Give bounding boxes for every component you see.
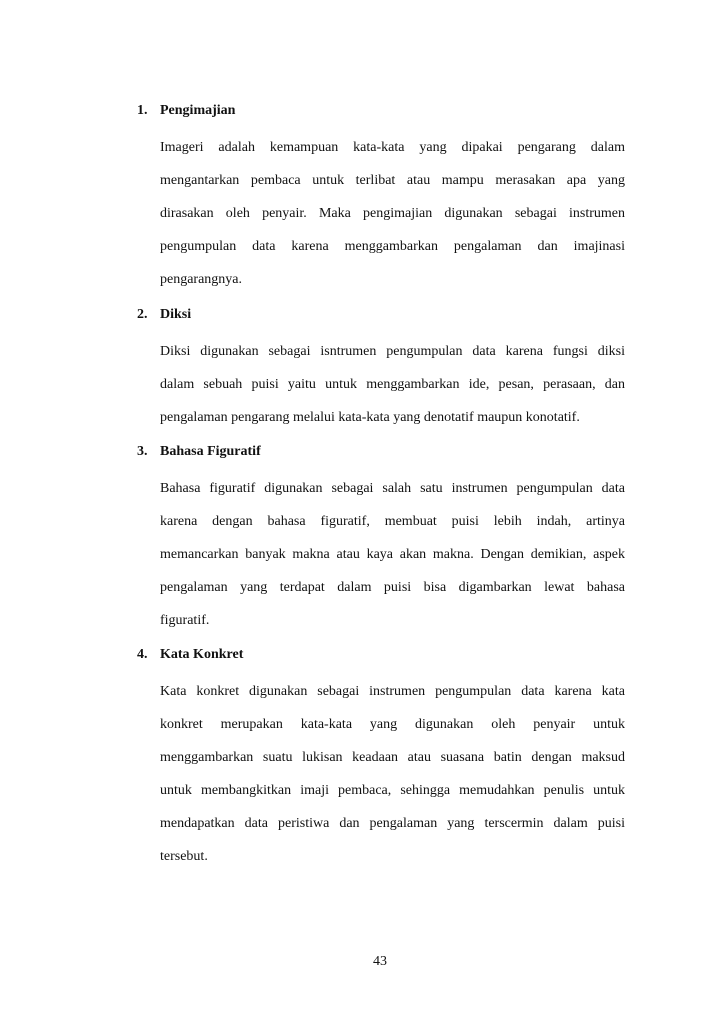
section-paragraph — [160, 131, 625, 296]
paragraph-line: pengarangnya. — [160, 272, 243, 287]
paragraph-line: mengantarkan pembaca untuk terlibat atau mampu merasakan apa yang — [160, 173, 625, 188]
section-number: 2. — [137, 307, 148, 322]
paragraph-line: memancarkan banyak makna atau kaya akan makna. Dengan demikian, aspek — [160, 547, 625, 562]
paragraph-line: dalam sebuah puisi yaitu untuk menggambarkan ide, pesan, perasaan, dan — [160, 377, 625, 392]
section-number: 3. — [137, 444, 148, 459]
section-heading — [137, 102, 235, 120]
section-paragraph — [160, 675, 625, 873]
section-number: 4. — [137, 647, 148, 662]
paragraph-line: Kata konkret digunakan sebagai instrumen pengumpulan data karena kata — [160, 684, 625, 699]
section-heading — [137, 646, 243, 664]
paragraph-line: mendapatkan data peristiwa dan pengalaman yang terscermin dalam puisi — [160, 816, 625, 831]
paragraph-line: karena dengan bahasa figuratif, membuat puisi lebih indah, artinya — [160, 514, 625, 529]
paragraph-line: untuk membangkitkan imaji pembaca, sehingga memudahkan penulis untuk — [160, 783, 625, 798]
paragraph-line: pengalaman yang terdapat dalam puisi bisa digambarkan lewat bahasa — [160, 580, 625, 595]
section-heading — [137, 306, 191, 324]
paragraph-line: tersebut. — [160, 849, 208, 864]
paragraph-line: Diksi digunakan sebagai isntrumen pengumpulan data karena fungsi diksi — [160, 344, 625, 359]
section-title: Diksi — [160, 307, 192, 322]
page-number: 43 — [373, 954, 387, 969]
paragraph-line: figuratif. — [160, 613, 210, 628]
section-title: Bahasa Figuratif — [160, 444, 261, 459]
section-heading — [137, 443, 261, 461]
paragraph-line: Bahasa figuratif digunakan sebagai salah satu instrumen pengumpulan data — [160, 481, 625, 496]
section-title: Pengimajian — [160, 103, 236, 118]
paragraph-line: pengumpulan data karena menggambarkan pengalaman dan imajinasi — [160, 239, 625, 254]
section-paragraph — [160, 472, 625, 637]
paragraph-line: menggambarkan suatu lukisan keadaan atau suasana batin dengan maksud — [160, 750, 625, 765]
section-title: Kata Konkret — [160, 647, 244, 662]
paragraph-line: pengalaman pengarang melalui kata-kata yang denotatif maupun konotatif. — [160, 410, 580, 425]
paragraph-line: dirasakan oleh penyair. Maka pengimajian digunakan sebagai instrumen — [160, 206, 625, 221]
section-paragraph — [160, 335, 625, 434]
paragraph-line: Imageri adalah kemampuan kata-kata yang dipakai pengarang dalam — [160, 140, 625, 155]
paragraph-line: konkret merupakan kata-kata yang digunakan oleh penyair untuk — [160, 717, 625, 732]
section-number: 1. — [137, 103, 148, 118]
